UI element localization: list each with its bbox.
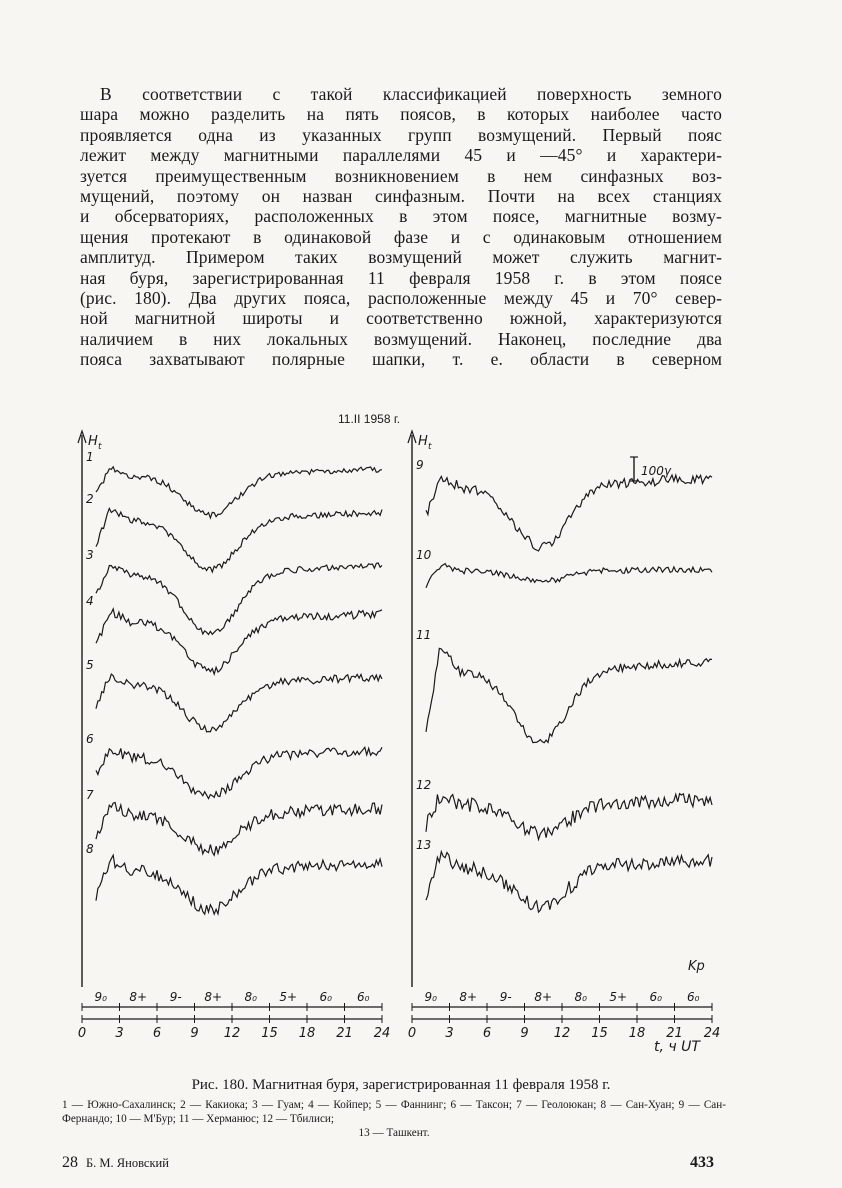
kp-value: 9- — [499, 990, 512, 1004]
figure-date-label: 11.II 1958 г. — [338, 412, 401, 426]
curve-label: 12 — [416, 778, 432, 792]
right-panel — [408, 431, 720, 1041]
body-paragraph — [80, 84, 722, 370]
time-tick-label: 9 — [520, 1026, 529, 1041]
paragraph-line: амплитуд. Примером таких возмущений может служить магнит- — [80, 247, 722, 268]
time-tick-label: 6 — [152, 1026, 162, 1041]
paragraph-line: и обсерваториях, расположенных в этом поясе, магнитные возму- — [80, 206, 722, 227]
kp-value: 5+ — [609, 990, 628, 1004]
time-tick-label: 18 — [628, 1026, 646, 1041]
time-tick-label: 0 — [77, 1026, 87, 1041]
curve-label: 8 — [86, 842, 94, 856]
magnetogram-curve — [96, 467, 382, 518]
paragraph-line: щения протекают в одинаковой фазе и с одинаковым отношением — [80, 226, 722, 247]
page-number-left: 28 — [62, 1154, 78, 1171]
curve-label: 10 — [416, 548, 432, 562]
magnetogram-figure — [60, 425, 740, 1065]
curve-label: 1 — [86, 450, 94, 464]
time-tick-label: 12 — [553, 1026, 571, 1041]
legend-line: 1 — Южно-Сахалинск; 2 — Какиока; 3 — Гуам; 4 — Койпер; 5 — Фаннинг; 6 — Таксон; 7 — Геолоюкан; 8 — Сан-Хуан; 9 — Сан-Фернандо; 10 — М'Бур; 11 — Херманюс; 12 — Тбилиси; — [62, 1099, 726, 1125]
kp-value: 6₀ — [357, 990, 370, 1004]
paragraph-line: проявляется одна из указанных групп возмущений. Первый пояс — [80, 124, 722, 145]
magnetogram-curve — [96, 509, 382, 573]
magnetogram-curve — [96, 803, 382, 856]
time-tick-label: 9 — [190, 1026, 199, 1041]
paragraph-line: мущений, поэтому он назван синфазным. Почти на всех станциях — [80, 186, 722, 207]
magnetogram-curve — [426, 648, 712, 742]
kp-value: 9₀ — [424, 990, 437, 1004]
time-tick-label: 15 — [591, 1026, 608, 1041]
magnetogram-curve — [426, 475, 712, 551]
kp-label: Kp — [688, 959, 705, 974]
paragraph-line: ной магнитной широты и соответственно южной, характеризуются — [80, 308, 722, 329]
y-axis-subscript: t — [428, 442, 432, 452]
curve-label: 9 — [416, 458, 424, 472]
kp-value: 9- — [169, 990, 182, 1004]
kp-value: 8+ — [534, 990, 553, 1004]
time-tick-label: 3 — [115, 1026, 124, 1041]
kp-value: 8₀ — [244, 990, 257, 1004]
time-tick-label: 12 — [223, 1026, 241, 1041]
legend-last: 13 — Ташкент. — [358, 1127, 430, 1139]
magnetogram-curve — [96, 563, 382, 635]
scale-label: 100γ — [641, 464, 672, 478]
figure-caption: Рис. 180. Магнитная буря, зарегистрированная 11 февраля 1958 г. — [191, 1077, 611, 1093]
paragraph-line: ная буря, зарегистрированная 11 февраля 1958 г. в этом поясе — [80, 267, 722, 288]
magnetogram-curve — [426, 794, 712, 840]
footer-left — [62, 1154, 169, 1172]
kp-value: 6₀ — [687, 990, 700, 1004]
y-axis-label: H — [88, 434, 98, 449]
curve-label: 7 — [86, 788, 94, 802]
page-number-right: 433 — [690, 1154, 714, 1171]
paragraph-line: лежит между магнитными параллелями 45 и —45° и характери- — [80, 145, 722, 166]
kp-value: 8+ — [129, 990, 148, 1004]
time-tick-label: 6 — [482, 1026, 492, 1041]
time-tick-label: 24 — [373, 1026, 391, 1041]
author-name: Б. М. Яновский — [86, 1156, 169, 1170]
paragraph-line: (рис. 180). Два других пояса, расположенные между 45 и 70° север- — [80, 288, 722, 309]
magnetogram-curve — [96, 855, 382, 914]
paragraph-line: зуется преимущественным возникновением в нем синфазных воз- — [80, 165, 722, 186]
curve-label: 2 — [86, 492, 94, 506]
paragraph-line: наличием в них локальных возмущений. Наконец, последние два — [80, 328, 722, 349]
magnetogram-curve — [96, 747, 382, 798]
curve-label: 11 — [416, 628, 432, 642]
paragraph-line: пояса захватывают полярные шапки, т. е. области в северном — [80, 349, 722, 370]
curve-label: 6 — [86, 732, 94, 746]
paragraph-line: шара можно разделить на пять поясов, в которых наиболее часто — [80, 104, 722, 125]
figure-legend — [62, 1098, 726, 1140]
kp-value: 6₀ — [319, 990, 332, 1004]
magnetogram-curve — [96, 609, 382, 674]
time-axis-label: t, ч UT — [654, 1039, 700, 1055]
magnetogram-curve — [426, 852, 712, 912]
time-tick-label: 0 — [407, 1026, 417, 1041]
kp-value: 6₀ — [649, 990, 662, 1004]
curve-label: 4 — [86, 594, 94, 608]
curve-label: 5 — [86, 658, 94, 672]
paragraph-line: В соответствии с такой классификацией поверхность земного — [100, 84, 722, 104]
y-axis-label: H — [418, 434, 428, 449]
kp-value: 8₀ — [574, 990, 587, 1004]
time-tick-label: 21 — [336, 1026, 353, 1041]
curve-label: 3 — [86, 548, 94, 562]
time-tick-label: 3 — [445, 1026, 454, 1041]
kp-value: 9₀ — [94, 990, 107, 1004]
kp-value: 8+ — [204, 990, 223, 1004]
time-tick-label: 15 — [261, 1026, 278, 1041]
magnetogram-curve — [96, 674, 382, 732]
time-tick-label: 24 — [703, 1026, 721, 1041]
kp-value: 8+ — [459, 990, 478, 1004]
time-tick-label: 21 — [666, 1026, 683, 1041]
y-axis-subscript: t — [98, 442, 102, 452]
kp-value: 5+ — [279, 990, 298, 1004]
time-tick-label: 18 — [298, 1026, 316, 1041]
curve-label: 13 — [416, 838, 432, 852]
magnetogram-curve — [426, 564, 712, 588]
left-panel — [78, 431, 390, 1041]
